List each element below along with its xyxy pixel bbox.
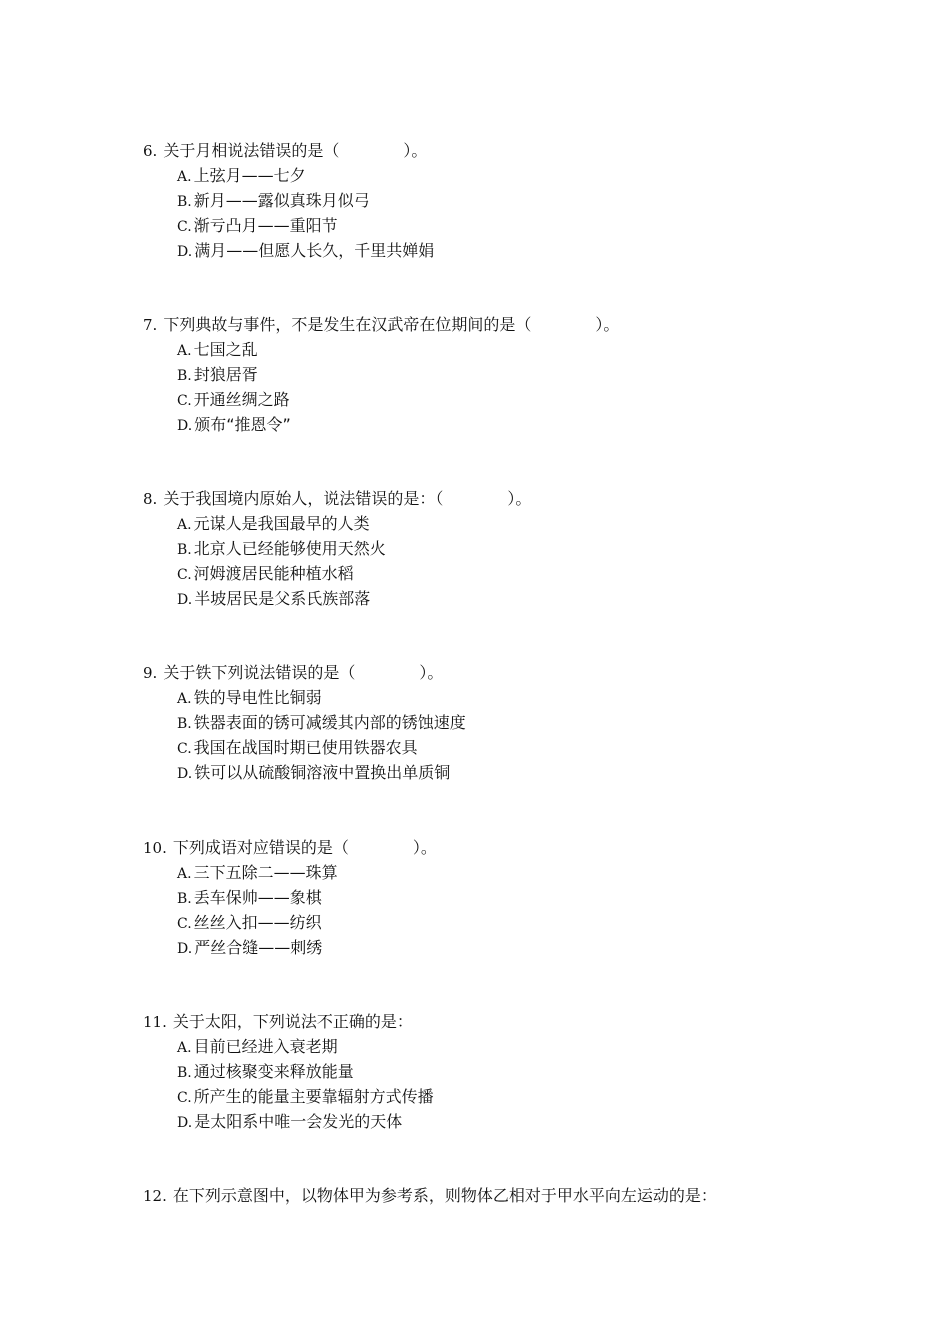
- option-letter: D.: [177, 1115, 193, 1131]
- option-letter: D.: [177, 592, 193, 608]
- question-number: 11.: [143, 1013, 167, 1031]
- option-letter: B.: [177, 368, 192, 384]
- option-letter: C.: [177, 219, 192, 235]
- option-d: [177, 1109, 903, 1134]
- question-number: 8.: [143, 490, 158, 508]
- question-text: 关于我国境内原始人，说法错误的是：（ ）。: [163, 489, 532, 508]
- question-text: 关于太阳，下列说法不正确的是：: [172, 1012, 413, 1031]
- option-text: 严丝合缝——刺绣: [194, 938, 323, 957]
- option-c: [177, 561, 903, 586]
- question-6: [143, 138, 903, 263]
- option-a: [177, 860, 903, 885]
- option-b: [177, 710, 903, 735]
- question-8: [143, 486, 903, 611]
- option-text: 我国在战国时期已使用铁器农具: [193, 738, 418, 757]
- option-letter: C.: [177, 741, 192, 757]
- option-b: [177, 188, 903, 213]
- option-text: 封狼居胥: [193, 365, 258, 384]
- option-letter: A.: [177, 169, 192, 185]
- option-letter: B.: [177, 542, 192, 558]
- option-a: [177, 511, 903, 536]
- question-text: 下列典故与事件，不是发生在汉武帝在位期间的是（ ）。: [163, 315, 620, 334]
- option-d: [177, 760, 903, 785]
- option-text: 半坡居民是父系氏族部落: [194, 589, 371, 608]
- option-text: 铁可以从硫酸铜溶液中置换出单质铜: [194, 763, 451, 782]
- question-stem: [143, 660, 903, 685]
- option-a: [177, 1034, 903, 1059]
- option-letter: C.: [177, 1090, 192, 1106]
- option-c: [177, 387, 903, 412]
- option-text: 丢车保帅——象棋: [193, 888, 322, 907]
- option-text: 铁的导电性比铜弱: [193, 688, 322, 707]
- question-text: 下列成语对应错误的是（ ）。: [172, 838, 437, 857]
- option-text: 满月——但愿人长久，千里共婵娟: [194, 241, 435, 260]
- option-letter: B.: [177, 891, 192, 907]
- option-a: [177, 337, 903, 362]
- option-letter: A.: [177, 343, 192, 359]
- question-stem: [143, 1009, 903, 1034]
- option-c: [177, 910, 903, 935]
- option-letter: C.: [177, 567, 192, 583]
- option-b: [177, 536, 903, 561]
- option-letter: A.: [177, 517, 192, 533]
- question-stem: [143, 835, 903, 860]
- option-d: [177, 935, 903, 960]
- option-text: 所产生的能量主要靠辐射方式传播: [193, 1087, 434, 1106]
- question-10: [143, 835, 903, 960]
- option-letter: C.: [177, 393, 192, 409]
- option-text: 目前已经进入衰老期: [193, 1037, 338, 1056]
- option-a: [177, 163, 903, 188]
- question-stem: [143, 138, 903, 163]
- question-stem: [143, 312, 903, 337]
- option-text: 河姆渡居民能种植水稻: [193, 564, 354, 583]
- option-letter: B.: [177, 194, 192, 210]
- option-text: 上弦月——七夕: [193, 166, 306, 185]
- option-letter: A.: [177, 691, 192, 707]
- option-letter: A.: [177, 1040, 192, 1056]
- question-stem: [143, 486, 903, 511]
- option-letter: A.: [177, 866, 192, 882]
- option-letter: D.: [177, 941, 193, 957]
- option-b: [177, 885, 903, 910]
- option-text: 丝丝入扣——纺织: [193, 913, 322, 932]
- option-letter: B.: [177, 716, 192, 732]
- option-text: 开通丝绸之路: [193, 390, 290, 409]
- question-text: 关于月相说法错误的是（ ）。: [163, 141, 428, 160]
- option-text: 北京人已经能够使用天然火: [193, 539, 386, 558]
- question-12: [143, 1183, 903, 1208]
- question-7: [143, 312, 903, 437]
- question-number: 9.: [143, 664, 158, 682]
- option-c: [177, 213, 903, 238]
- question-11: [143, 1009, 903, 1134]
- option-text: 渐亏凸月——重阳节: [193, 216, 338, 235]
- option-d: [177, 412, 903, 437]
- option-c: [177, 735, 903, 760]
- option-text: 七国之乱: [193, 340, 258, 359]
- question-text: 在下列示意图中，以物体甲为参考系，则物体乙相对于甲水平向左运动的是：: [172, 1186, 717, 1205]
- option-d: [177, 586, 903, 611]
- question-number: 6.: [143, 142, 158, 160]
- question-text: 关于铁下列说法错误的是（ ）。: [163, 663, 444, 682]
- option-text: 通过核聚变来释放能量: [193, 1062, 354, 1081]
- option-letter: B.: [177, 1065, 192, 1081]
- option-text: 三下五除二——珠算: [193, 863, 338, 882]
- option-letter: D.: [177, 766, 193, 782]
- question-stem: [143, 1183, 903, 1208]
- option-letter: D.: [177, 418, 193, 434]
- option-d: [177, 238, 903, 263]
- option-text: 是太阳系中唯一会发光的天体: [194, 1112, 403, 1131]
- question-9: [143, 660, 903, 785]
- option-text: 颁布“推恩令”: [194, 415, 291, 434]
- option-c: [177, 1084, 903, 1109]
- option-b: [177, 362, 903, 387]
- option-a: [177, 685, 903, 710]
- option-b: [177, 1059, 903, 1084]
- option-text: 元谋人是我国最早的人类: [193, 514, 370, 533]
- option-text: 铁器表面的锈可减缓其内部的锈蚀速度: [193, 713, 466, 732]
- question-number: 7.: [143, 316, 158, 334]
- option-text: 新月——露似真珠月似弓: [193, 191, 370, 210]
- option-letter: C.: [177, 916, 192, 932]
- question-number: 10.: [143, 839, 167, 857]
- question-number: 12.: [143, 1187, 167, 1205]
- option-letter: D.: [177, 244, 193, 260]
